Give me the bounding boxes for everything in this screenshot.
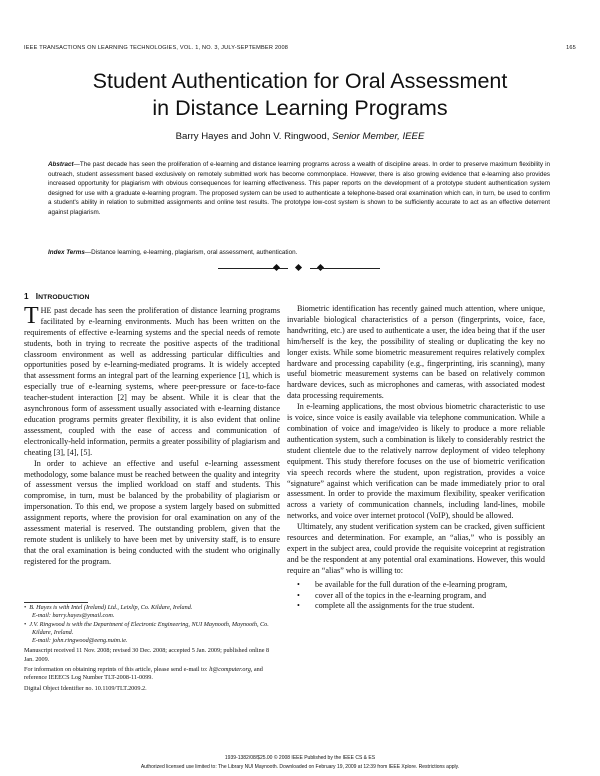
intro-paragraph-1: THE past decade has seen the proliferation of distance learning programs facilitated by e-learning environments. Much has been written on the requirements of effective e-learning systems and the special needs of remote students, both in trying to recreate the positive aspects of the traditional classroom environment as well as addressing particular difficulties and opportunities posed by e-learning-mediated programs. It is widely accepted that assessment forms an integral part of the learning experience [1], which is especially true of e-learning systems, where peer-pressure or face-to-face teacher-student interaction [2] may be absent. While it is clear that the asynchronous form of assessment usually associated with e-learning distance education programs permits greater flexibility, it is also evident that online assessment, coupled with the ease of access and communication of electronically-held information, permits a greater possibility of plagiarism and cheating [3], [4], [5].	[24, 302, 280, 457]
list-item: • cover all of the topics in the e-learning program, and	[297, 590, 487, 600]
section-separator	[218, 264, 380, 272]
doi: Digital Object Identifier no. 10.1109/TLT.2009.2.	[24, 684, 147, 692]
separator-diamond-icon	[295, 264, 302, 271]
issn-footer: 1939-1382/08/$25.00 © 2008 IEEE Published by the IEEE CS & ES	[224, 755, 376, 761]
drop-cap: T	[24, 302, 39, 329]
list-item: • complete all the assignments for the true student.	[297, 601, 475, 611]
footnote-author-1: • B. Hayes is with Intel (Ireland) Ltd., Leixlip, Co. Kildare, Ireland.	[24, 604, 193, 611]
bullet-icon: •	[297, 579, 300, 589]
intro-paragraph-2: In order to achieve an effective and useful e-learning assessment methodology, some balance must be reached between the quality and integrity of assessment versus the implied workload on staff and students. This compromise, in turn, must be balanced by the probability of plagiarism or impersonation. To this end, we propose a system largely based on submitted assignment reports, where the provision for oral examination on any of the assessment material is reserved. The outstanding problem, given that the remote student is unlikely to have been met by university staff, is to ensure that the oral examination is being conducted with the student who originally registered for the program.	[24, 458, 280, 566]
right-paragraph-2: In e-learning applications, the most obvious biometric characteristic to use is voice, since voice is easily available via telephone communication. While a combination of voice and image/video is likely to produce a more reliable authentication system, such a combination is likely to considerably restrict the student clientele due to the relatively narrow deployment of video telephony equipment. This study therefore focuses on the use of biometric verification via speech records where the student, upon registration, provides a voice “signature” against which verification can be made immediately prior to oral assessment. In order to provide the maximum flexibility, speaker verification across a variety of communication channels, including land-lines, mobile networks, and voice over internet protocol (VoIP), should be allowed.	[287, 402, 545, 521]
reprints-note: For information on obtaining reprints of this article, please send e-mail to: lt@computer.org, and reference IEEECS Log Number TLT-2008-11-0099.	[24, 666, 263, 682]
separator-diamond-icon	[273, 264, 280, 271]
alias-requirements-list	[287, 580, 545, 613]
left-column	[24, 292, 280, 568]
reprints-email-link[interactable]: lt@computer.org	[209, 666, 251, 674]
page-number: 165	[566, 45, 576, 51]
author-names: Barry Hayes and John V. Ringwood,	[175, 131, 330, 142]
section-heading: 1 INTRODUCTION	[24, 292, 90, 301]
paper-title	[0, 68, 600, 122]
title-line-2: in Distance Learning Programs	[152, 96, 448, 120]
author-line	[0, 131, 600, 142]
bullet-icon: •	[297, 601, 300, 611]
journal-header: IEEE TRANSACTIONS ON LEARNING TECHNOLOGIES, VOL. 1, NO. 3, JULY-SEPTEMBER 2008	[24, 45, 289, 51]
title-line-1: Student Authentication for Oral Assessment	[92, 69, 508, 93]
footnote-author-1-email: E-mail: barry.hayes@ymail.com.	[32, 612, 115, 620]
index-terms	[48, 248, 550, 257]
separator-line-right	[310, 268, 380, 269]
footnote-author-2: • J.V. Ringwood is with the Department of Electronic Engineering, NUI Maynooth, Maynooth, Co. Kildare, Ireland.	[24, 620, 269, 636]
footnotes	[24, 604, 280, 693]
license-footer: Authorized licensed use limited to: The Library NUI Maynooth. Downloaded on February 19, 2009 at 12:39 from IEEE Xplore. Restrictions apply.	[140, 764, 460, 770]
footnote-rule	[24, 602, 88, 603]
author-role: Senior Member, IEEE	[332, 131, 425, 142]
bullet-icon: •	[24, 604, 30, 611]
abstract-text: —The past decade has seen the proliferation of e-learning and distance learning programs across a wealth of discipline areas. In order to preserve maximum flexibility in outreach, student assessment based exclusively on remotely submitted work has become commonplace. However, there is also growing evidence that e-learning also provides increased opportunity for plagiarism with obvious consequences for learning effectiveness. This paper reports on the development of a prototype student authentication system designed for use with a graduate e-learning program. The proposed system can be used to authenticate a telephone-based oral examination which can, in turn, be used to confirm a student's ability in relation to submitted assignments and online test results. The prototype low-cost system is shown to be sufficiently accurate to act as an effective deterrent against plagiarism.	[48, 161, 550, 216]
abstract-label: Abstract	[48, 161, 74, 168]
manuscript-received: Manuscript received 11 Nov. 2008; revised 30 Dec. 2008; accepted 5 Jan. 2009; published online 8 Jan. 2009.	[24, 647, 270, 663]
right-paragraph-1: Biometric identification has recently gained much attention, where unique, invariable biological characteristics of a person (fingerprints, voice, face, handwriting, etc.) are used to authenticate a user, the idea being that if the user him/herself is the key, the possibility of stealing or duplicating the key no longer exists. While some biometric measurement requires relatively complex hardware and processing capability (e.g., fingerprinting, iris scanning), many useful biometric measurement systems can be based on relatively common hardware devices, such as microphones and cameras, with associated modest data processing requirements.	[287, 304, 545, 401]
right-paragraph-3: Ultimately, any student verification system can be cracked, given sufficient resources and determination. For example, an “alias,” who is possibly an expert in the subject area, could provide the requisite voiceprint at registration and be the respondent at any potential oral examinations. However, this would require an “alias” who is willing to:	[287, 522, 545, 575]
index-terms-label: Index Terms	[48, 249, 85, 256]
abstract	[48, 160, 550, 217]
list-item: • be available for the full duration of the e-learning program,	[297, 579, 508, 589]
bullet-icon: •	[297, 590, 300, 600]
right-column	[287, 304, 545, 612]
running-header	[24, 45, 576, 55]
index-terms-text: —Distance learning, e-learning, plagiarism, oral assessment, authentication.	[84, 249, 298, 256]
bullet-icon: •	[24, 620, 30, 628]
footnote-author-2-email: E-mail: john.ringwood@eeng.nuim.ie.	[32, 637, 128, 645]
